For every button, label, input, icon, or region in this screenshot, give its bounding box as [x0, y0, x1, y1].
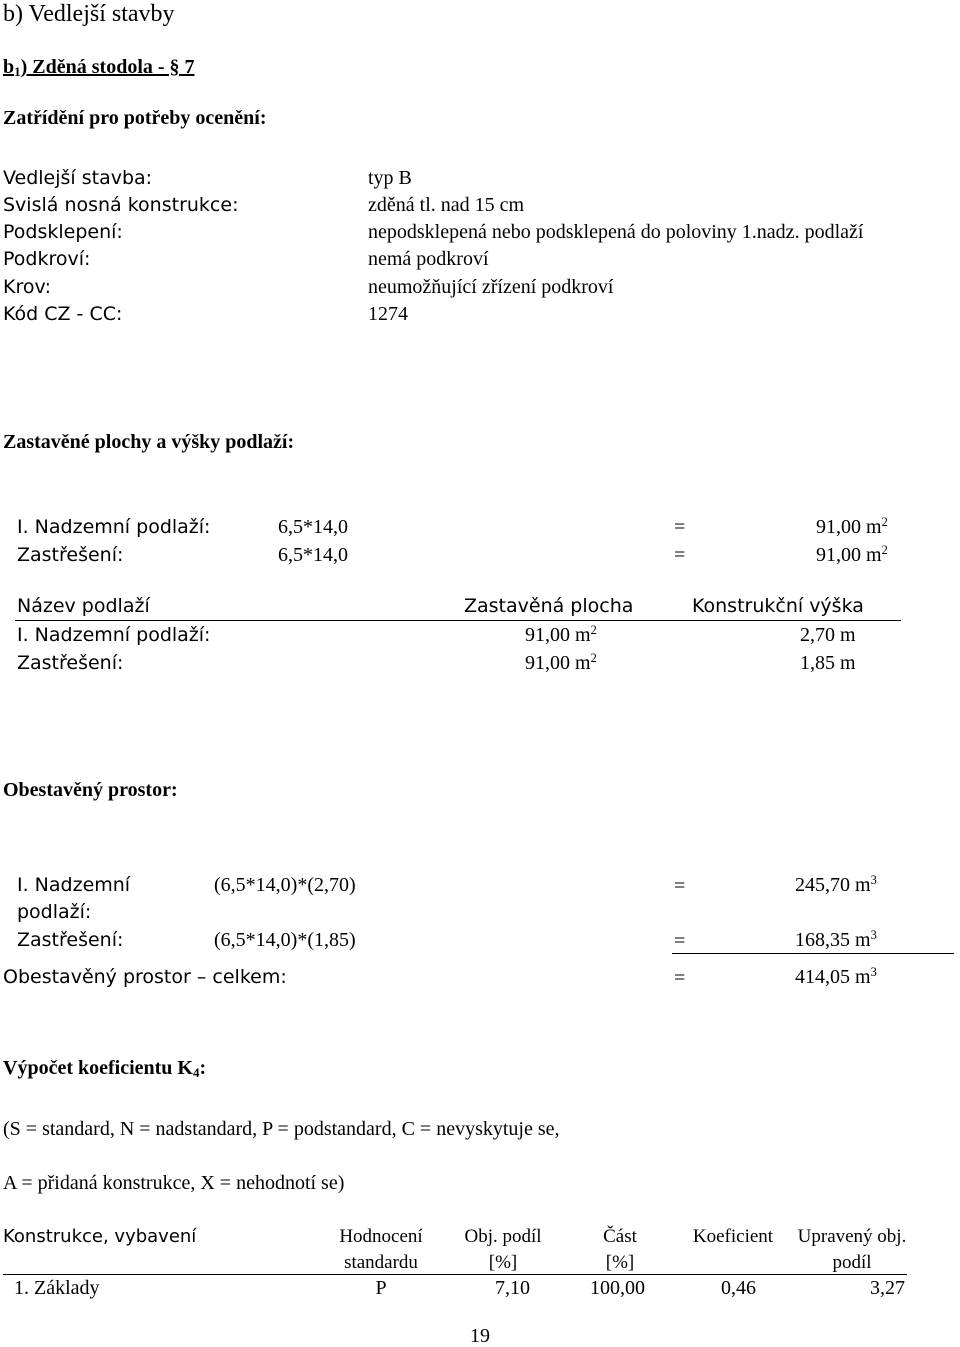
- k4-header-rating-1: Hodnocení: [339, 1226, 423, 1247]
- k4-header-part-2: [%]: [605, 1252, 635, 1273]
- area-calc-value-1: [816, 517, 888, 537]
- area-calc-value-2-exp: 2: [881, 543, 888, 558]
- volume-row-1-eq: =: [674, 875, 686, 897]
- k4-header-share-2: [%]: [488, 1252, 518, 1273]
- area-calc-formula-2: 6,5*14,0: [278, 544, 348, 566]
- volume-row-2-formula: (6,5*14,0)*(1,85): [214, 929, 356, 951]
- area-table-row-2-area-text: 91,00 m: [525, 652, 591, 674]
- building-prefix: b: [3, 56, 15, 78]
- building-title-rest: ) Zděná stodola - § 7: [20, 56, 195, 78]
- area-table-row-2-name: Zastřešení:: [17, 652, 124, 674]
- area-table-header-name: Název podlaží: [17, 595, 150, 617]
- class-value-1: typ B: [368, 167, 412, 189]
- area-calc-value-1-exp: 2: [881, 515, 888, 530]
- k4-row-1-coef: 0,46: [721, 1277, 756, 1299]
- volume-total-label: Obestavěný prostor – celkem:: [3, 966, 287, 988]
- class-label-4: Podkroví:: [3, 248, 91, 270]
- area-table-row-1-name: I. Nadzemní podlaží:: [17, 624, 211, 646]
- area-table-row-1-area-text: 91,00 m: [525, 624, 591, 646]
- area-table-divider: [15, 620, 901, 621]
- k4-heading-text: Výpočet koeficientu K: [3, 1057, 193, 1079]
- k4-header-share-1: Obj. podíl: [464, 1226, 542, 1247]
- class-label-6: Kód CZ - CC:: [3, 303, 123, 325]
- class-label-3: Podsklepení:: [3, 221, 123, 243]
- volume-total-value-exp: 3: [870, 965, 877, 980]
- class-label-1: Vedlejší stavba:: [3, 167, 153, 189]
- volume-row-1-value-text: 245,70 m: [795, 874, 871, 896]
- k4-header-coefficient: Koeficient: [692, 1226, 774, 1247]
- class-value-2: zděná tl. nad 15 cm: [368, 194, 525, 216]
- area-table-row-2-area: [525, 653, 597, 673]
- area-calc-eq-2: =: [674, 544, 686, 566]
- k4-header-part-1: Část: [603, 1226, 637, 1247]
- k4-row-1-rating: P: [375, 1277, 387, 1299]
- area-calc-value-1-text: 91,00 m: [816, 516, 882, 538]
- k4-row-1-share: 7,10: [495, 1277, 530, 1299]
- area-calc-eq-1: =: [674, 516, 686, 538]
- areas-heading: Zastavěné plochy a výšky podlaží:: [3, 431, 295, 453]
- area-calc-value-2: [816, 545, 888, 565]
- k4-heading-subscript: 4: [192, 1065, 200, 1081]
- area-calc-value-2-text: 91,00 m: [816, 544, 882, 566]
- classification-heading: Zatřídění pro potřeby ocenění:: [3, 107, 267, 129]
- k4-header-adjusted-2: podíl: [832, 1252, 872, 1273]
- volume-row-2-value-exp: 3: [870, 928, 877, 943]
- area-calc-label-1: I. Nadzemní podlaží:: [17, 516, 211, 538]
- k4-header-rating-2: standardu: [344, 1252, 418, 1273]
- k4-legend-line2: A = přidaná konstrukce, X = nehodnotí se): [3, 1172, 345, 1194]
- volume-total-value-text: 414,05 m: [795, 966, 871, 988]
- class-value-3: nepodsklepená nebo podsklepená do poloviny 1.nadz. podlaží: [368, 221, 864, 243]
- k4-row-1-name: 1. Základy: [14, 1277, 100, 1299]
- area-table-row-2-height: 1,85 m: [800, 652, 856, 674]
- volume-row-1-label-line2: podlaží:: [17, 901, 92, 923]
- k4-heading: [3, 1057, 207, 1081]
- area-table-row-2-area-exp: 2: [590, 651, 597, 666]
- volume-total-divider: [672, 953, 954, 954]
- class-label-2: Svislá nosná konstrukce:: [3, 194, 239, 216]
- k4-table-divider: [3, 1274, 907, 1275]
- volume-row-1-value: [795, 875, 877, 895]
- volume-row-1-formula: (6,5*14,0)*(2,70): [214, 874, 356, 896]
- class-value-4: nemá podkroví: [368, 248, 489, 270]
- volume-row-2-eq: =: [674, 930, 686, 952]
- area-table-row-1-area-exp: 2: [590, 623, 597, 638]
- area-calc-label-2: Zastřešení:: [17, 544, 124, 566]
- page-number: 19: [470, 1325, 490, 1347]
- area-table-header-area: Zastavěná plocha: [464, 595, 634, 617]
- section-title: b) Vedlejší stavby: [3, 1, 175, 27]
- volume-row-1-label-line1: I. Nadzemní: [17, 874, 131, 896]
- class-value-6: 1274: [368, 303, 408, 325]
- volume-row-1-value-exp: 3: [870, 873, 877, 888]
- area-table-row-1-height: 2,70 m: [800, 624, 856, 646]
- k4-legend-line1: (S = standard, N = nadstandard, P = podstandard, C = nevyskytuje se,: [3, 1118, 560, 1140]
- k4-row-1-part: 100,00: [590, 1277, 645, 1299]
- k4-row-1-adjusted: 3,27: [870, 1277, 905, 1299]
- k4-heading-colon: :: [199, 1057, 207, 1079]
- k4-header-construction: Konstrukce, vybavení: [3, 1226, 197, 1247]
- building-subscript: 1: [14, 64, 21, 80]
- volume-row-2-label: Zastřešení:: [17, 929, 124, 951]
- area-table-row-1-area: [525, 625, 597, 645]
- class-value-5: neumožňující zřízení podkroví: [368, 276, 614, 298]
- volume-row-2-value-text: 168,35 m: [795, 929, 871, 951]
- volume-row-2-value: [795, 930, 877, 950]
- area-table-header-height: Konstrukční výška: [692, 595, 864, 617]
- k4-header-adjusted-1: Upravený obj.: [797, 1226, 907, 1247]
- area-calc-formula-1: 6,5*14,0: [278, 516, 348, 538]
- building-title: [3, 56, 195, 80]
- volume-heading: Obestavěný prostor:: [3, 779, 178, 801]
- volume-total-eq: =: [674, 967, 686, 989]
- volume-total-value: [795, 967, 877, 987]
- class-label-5: Krov:: [3, 276, 52, 298]
